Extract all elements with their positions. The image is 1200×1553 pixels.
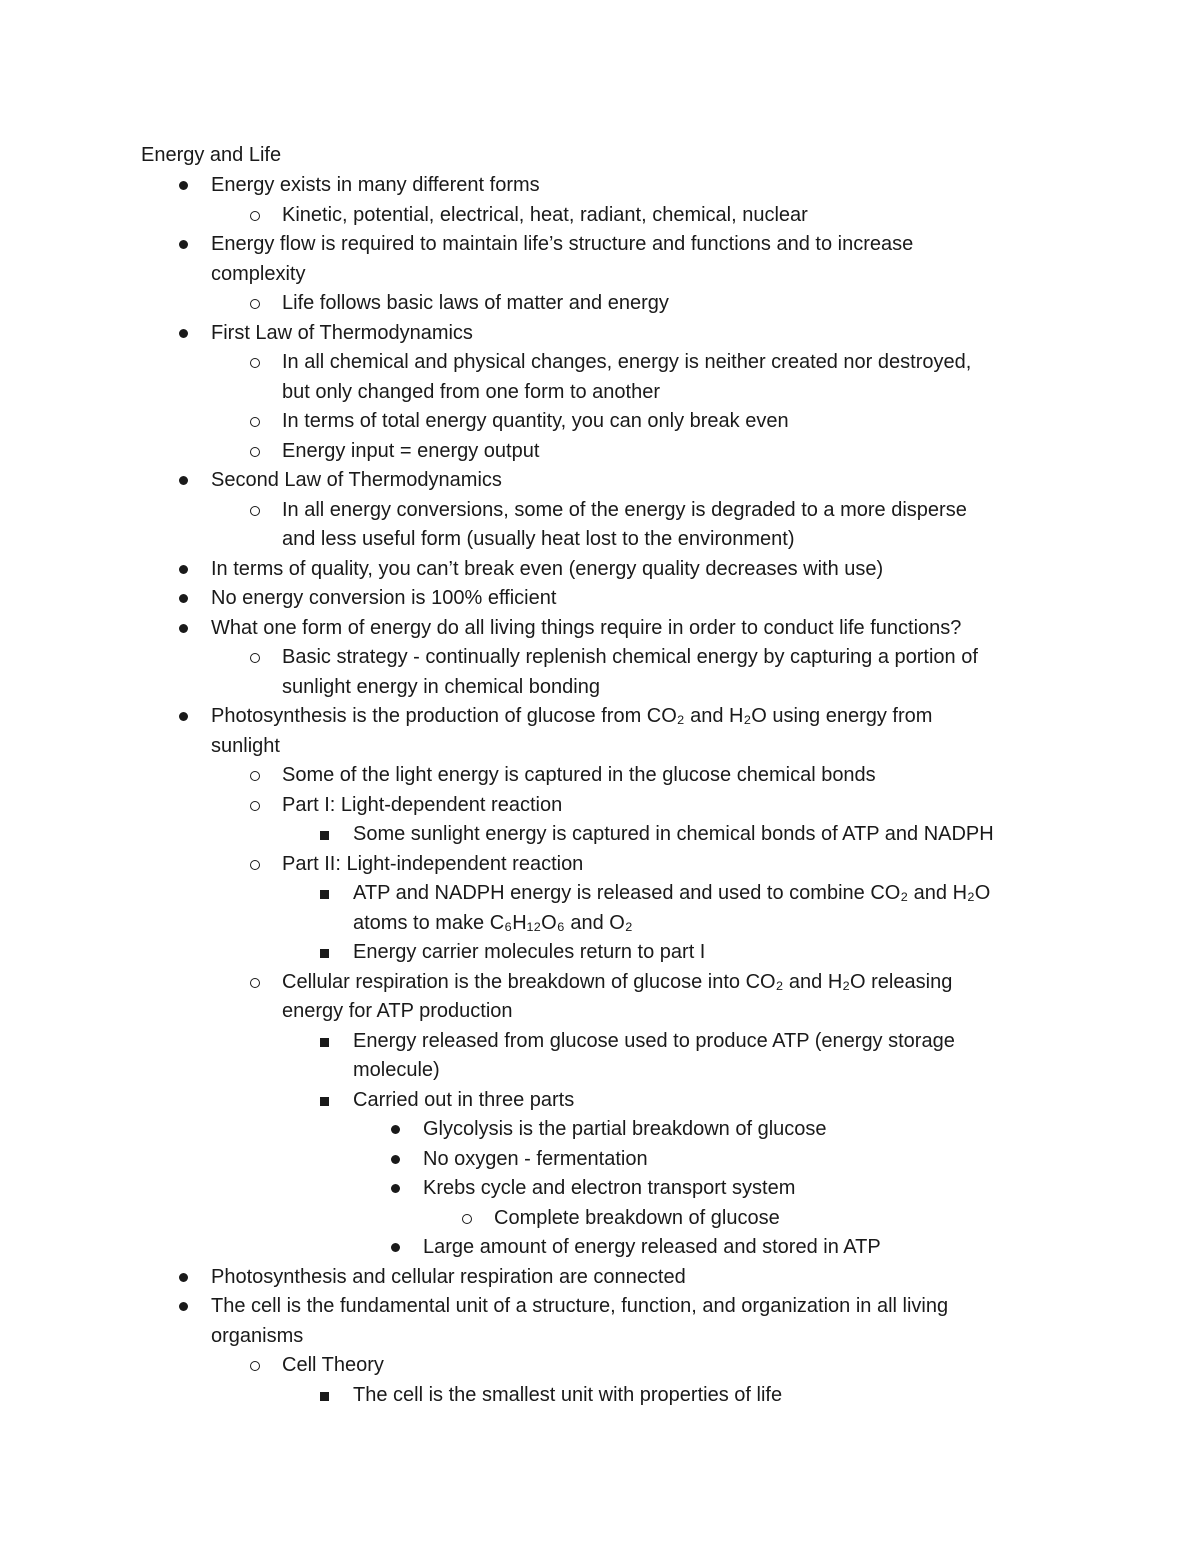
disc-bullet-icon <box>179 181 188 190</box>
disc-bullet-icon <box>391 1243 400 1252</box>
disc-bullet-icon <box>179 594 188 603</box>
list-item-text: Part I: Light-dependent reaction <box>282 793 563 816</box>
list-item <box>0 761 1200 791</box>
list-item <box>0 171 1200 201</box>
list-item <box>0 850 1200 880</box>
circle-bullet-icon <box>462 1214 472 1224</box>
list-item <box>0 1174 1200 1204</box>
disc-bullet-icon <box>179 624 188 633</box>
list-item-text: No oxygen - fermentation <box>423 1147 648 1170</box>
circle-bullet-icon <box>250 358 260 368</box>
list-item-text: ATP and NADPH energy is released and used to combine CO₂ and H₂O <box>353 882 991 904</box>
disc-bullet-icon <box>391 1184 400 1193</box>
list-item-text: Second Law of Thermodynamics <box>211 469 502 491</box>
list-item <box>0 1263 1200 1293</box>
list-item <box>0 820 1200 850</box>
list-item <box>0 466 1200 496</box>
list-item-text: In all energy conversions, some of the energy is degraded to a more disperse <box>282 498 967 521</box>
square-bullet-icon <box>320 831 329 840</box>
list-item-text: Complete breakdown of glucose <box>494 1206 780 1229</box>
list-item <box>0 407 1200 437</box>
square-bullet-icon <box>320 1392 329 1401</box>
list-item <box>0 968 1200 1027</box>
disc-bullet-icon <box>179 1273 188 1282</box>
list-item-text: In terms of quality, you can’t break even (energy quality decreases with use) <box>211 557 884 580</box>
list-item <box>0 1115 1200 1145</box>
list-item <box>0 348 1200 407</box>
list-item-text: complexity <box>211 262 306 285</box>
square-bullet-icon <box>320 1038 329 1047</box>
list-item-text: Some sunlight energy is captured in chemical bonds of ATP and NADPH <box>353 823 994 845</box>
list-item <box>0 230 1200 289</box>
list-item-text: and less useful form (usually heat lost to the environment) <box>282 528 795 550</box>
list-item <box>0 614 1200 644</box>
list-item <box>0 1292 1200 1351</box>
list-item <box>0 1233 1200 1263</box>
list-item <box>0 879 1200 938</box>
list-item-text: Photosynthesis is the production of glucose from CO₂ and H₂O using energy from <box>211 705 933 727</box>
disc-bullet-icon <box>179 240 188 249</box>
circle-bullet-icon <box>250 653 260 663</box>
list-item-text: Some of the light energy is captured in the glucose chemical bonds <box>282 764 876 786</box>
list-item-text: Cell Theory <box>282 1354 384 1376</box>
list-item-text: Large amount of energy released and stored in ATP <box>423 1236 881 1258</box>
square-bullet-icon <box>320 890 329 899</box>
list-item-text: Energy flow is required to maintain life’s structure and functions and to increase <box>211 233 914 255</box>
disc-bullet-icon <box>179 712 188 721</box>
circle-bullet-icon <box>250 1361 260 1371</box>
disc-bullet-icon <box>391 1125 400 1134</box>
list-item-text: Basic strategy - continually replenish chemical energy by capturing a portion of <box>282 646 978 668</box>
circle-bullet-icon <box>250 771 260 781</box>
list-item-text: The cell is the fundamental unit of a structure, function, and organization in all living <box>211 1295 949 1317</box>
list-item-text: Carried out in three parts <box>353 1088 575 1111</box>
list-item-text: In terms of total energy quantity, you can only break even <box>282 410 789 432</box>
list-item-text: atoms to make C₆H₁₂O₆ and O₂ <box>353 911 633 934</box>
list-item <box>0 437 1200 467</box>
list-item <box>0 643 1200 702</box>
circle-bullet-icon <box>250 860 260 870</box>
disc-bullet-icon <box>391 1155 400 1164</box>
square-bullet-icon <box>320 949 329 958</box>
list-item-text: Glycolysis is the partial breakdown of glucose <box>423 1118 827 1140</box>
list-item-text: In all chemical and physical changes, energy is neither created nor destroyed, <box>282 351 972 373</box>
list-item-text: energy for ATP production <box>282 1000 513 1022</box>
list-item <box>0 1351 1200 1381</box>
notes-list <box>0 171 1200 1410</box>
circle-bullet-icon <box>250 978 260 988</box>
disc-bullet-icon <box>179 476 188 485</box>
list-item <box>0 555 1200 585</box>
list-item <box>0 584 1200 614</box>
list-item <box>0 1204 1200 1234</box>
circle-bullet-icon <box>250 447 260 457</box>
list-item-text: organisms <box>211 1324 304 1347</box>
list-item-text: molecule) <box>353 1059 440 1081</box>
list-item-text: sunlight energy in chemical bonding <box>282 675 600 698</box>
list-item-text: First Law of Thermodynamics <box>211 321 473 344</box>
page-title: Energy and Life <box>141 144 282 166</box>
disc-bullet-icon <box>179 329 188 338</box>
list-item <box>0 496 1200 555</box>
list-item <box>0 319 1200 349</box>
list-item-text: Energy exists in many different forms <box>211 174 540 196</box>
disc-bullet-icon <box>179 1302 188 1311</box>
list-item <box>0 1086 1200 1116</box>
list-item-text: The cell is the smallest unit with properties of life <box>353 1383 783 1406</box>
list-item-text: but only changed from one form to another <box>282 380 661 403</box>
list-item <box>0 1381 1200 1411</box>
circle-bullet-icon <box>250 211 260 221</box>
list-item <box>0 702 1200 761</box>
list-item <box>0 289 1200 319</box>
circle-bullet-icon <box>250 299 260 309</box>
list-item <box>0 201 1200 231</box>
list-item <box>0 1145 1200 1175</box>
list-item-text: Cellular respiration is the breakdown of glucose into CO₂ and H₂O releasing <box>282 970 953 993</box>
list-item-text: Part II: Light-independent reaction <box>282 852 584 875</box>
list-item <box>0 1027 1200 1086</box>
circle-bullet-icon <box>250 417 260 427</box>
circle-bullet-icon <box>250 506 260 516</box>
list-item-text: Photosynthesis and cellular respiration are connected <box>211 1265 686 1288</box>
list-item-text: Life follows basic laws of matter and energy <box>282 292 669 314</box>
square-bullet-icon <box>320 1097 329 1106</box>
list-item-text: No energy conversion is 100% efficient <box>211 587 557 609</box>
list-item-text: Energy released from glucose used to produce ATP (energy storage <box>353 1029 955 1052</box>
list-item-text: Kinetic, potential, electrical, heat, radiant, chemical, nuclear <box>282 203 808 226</box>
list-item-text: Energy input = energy output <box>282 439 540 462</box>
list-item <box>0 938 1200 968</box>
list-item-text: What one form of energy do all living things require in order to conduct life functions? <box>211 616 962 639</box>
list-item-text: sunlight <box>211 734 280 757</box>
disc-bullet-icon <box>179 565 188 574</box>
list-item-text: Energy carrier molecules return to part I <box>353 941 706 963</box>
circle-bullet-icon <box>250 801 260 811</box>
list-item-text: Krebs cycle and electron transport system <box>423 1177 796 1199</box>
list-item <box>0 791 1200 821</box>
